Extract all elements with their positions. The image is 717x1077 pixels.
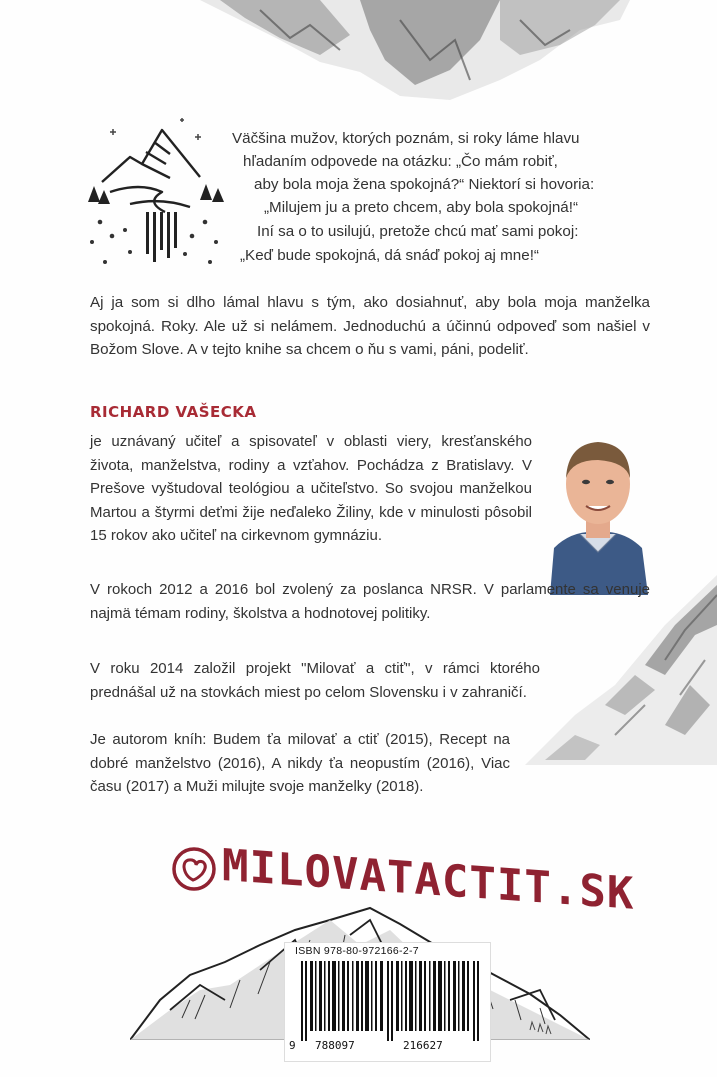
intro-paragraph: Aj ja som si dlho lámal hlavu s tým, ako dosiahnuť, aby bola moja manželka spokojná. Roky. Ale už si nelámem. Jednoduchú a účinnú odpoveď som našiel v Božom Slove. A v tejto knihe sa chcem o ňu s vami, páni, podeliť. [90, 294, 650, 358]
author-bio-2: V rokoch 2012 a 2016 bol zvolený za poslanca NRSR. V parlamente sa venuje najmä témam rodiny, školstva a hodnotovej politiky. [90, 581, 650, 622]
intro-line-1: Väčšina mužov, ktorých poznám, si roky láme hlavu [232, 130, 580, 147]
heart-logo-icon [170, 845, 218, 893]
barcode-digits-2: 788097 [315, 1039, 355, 1052]
barcode-digits-3: 216627 [403, 1039, 443, 1052]
website-url: MILOVATACTIT.SK [222, 840, 635, 920]
intro-line-2: hľadaním odpovede na otázku: „Čo mám robiť, [243, 153, 558, 170]
intro-line-5: Iní sa o to usilujú, pretože chcú mať sami pokoj: [257, 223, 579, 240]
barcode-digit-1: 9 [289, 1039, 296, 1052]
top-mountain-decoration [200, 0, 630, 110]
intro-line-6: „Keď bude spokojná, dá snáď pokoj aj mne!“ [240, 247, 539, 264]
author-bio-3: V roku 2014 založil projekt "Milovať a ctiť", v rámci ktorého prednášal už na stovkách miest po celom Slovensku i v zahraničí. [90, 660, 540, 701]
mountain-waterfall-illustration [70, 112, 240, 282]
side-mountain-decoration [515, 565, 717, 765]
intro-line-3: aby bola moja žena spokojná?“ Niektorí si hovoria: [254, 176, 595, 193]
author-name: RICHARD VAŠECKA [90, 403, 257, 421]
intro-line-4: „Milujem ju a preto chcem, aby bola spokojná!“ [264, 199, 579, 216]
barcode-bars [301, 961, 481, 1041]
isbn-label: ISBN 978-80-972166-2-7 [295, 945, 419, 957]
barcode [285, 943, 490, 1061]
author-bio-1: je uznávaný učiteľ a spisovateľ v oblasti viery, kresťanského života, manželstva, rodiny a vzťahov. Pochádza z Bratislavy. V Prešove vyštudoval teológiou a učiteľstvo. So svojou manželkou Martou a štyrmi deťmi žije neďaleko Žiliny, kde v minulosti pôsobil 15 rokov ako učiteľ na cirkevnom gymnáziu. [90, 433, 532, 544]
author-bio-4: Je autorom kníh: Budem ťa milovať a ctiť (2015), Recept na dobré manželstvo (2016), A nikdy ťa neopustím (2016), Viac času (2017) a Muži milujte svoje manželky (2018). [90, 731, 510, 795]
